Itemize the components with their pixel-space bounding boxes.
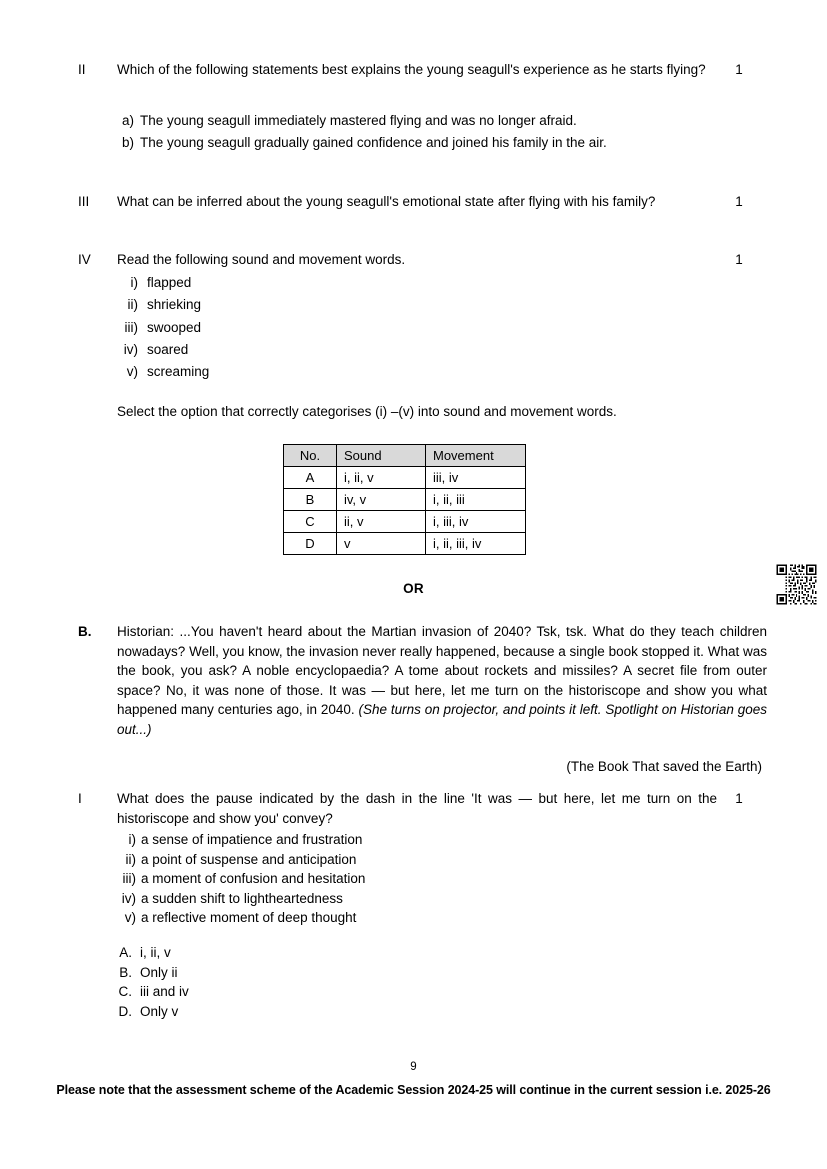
table-row[interactable] [284,511,526,533]
table-cell-no: C [284,511,337,533]
select-option-instruction: Select the option that correctly categorises (i) –(v) into sound and movement words. [117,404,617,419]
option-a-text: The young seagull immediately mastered flying and was no longer afraid. [140,113,577,128]
question-iii-text: What can be inferred about the young seagull's emotional state after flying with his family? [117,194,656,209]
section-b-question-i [78,789,779,828]
statement-marker: i) [128,832,136,847]
speaker-name: Historian: [117,624,180,639]
list-item [117,294,537,316]
list-item [117,272,537,294]
statement-marker: iii) [122,871,136,886]
table-cell-movement: i, ii, iii [426,489,526,511]
question-ii-marks: 1 [735,62,743,77]
section-b [78,622,779,739]
word-marker: i) [130,275,138,290]
table-header-sound: Sound [337,445,426,467]
stage-direction: (She turns on projector, and points it left. Spotlight on Historian goes out...) [117,702,767,737]
statement-text: a sense of impatience and frustration [141,832,363,847]
table-cell-movement: i, iii, iv [426,511,526,533]
answer-text: Only v [140,1003,179,1019]
statement-marker: iv) [121,890,136,906]
list-item [117,361,537,383]
option-b[interactable] [117,132,717,154]
section-b-label: B. [78,624,92,639]
answer-marker: B. [119,964,132,980]
passage-text: You haven't heard about the Martian invasion of 2040? Tsk, tsk. What do they teach children nowadays? Well, you know, the invasion never really happened, because a single book stopped it. What was the book, you ask? A noble encyclopaedia? A tome about rockets and missiles? A secret file from outer space? No, it was none of those. It was — but here, let me turn on the historiscope and show you what happened many centuries ago, in 2040. [117,624,767,717]
question-iii-number: III [78,194,90,209]
question-iv-text: Read the following sound and movement words. [117,252,406,267]
statement-text: a moment of confusion and hesitation [141,871,366,886]
statement-marker: v) [124,910,136,925]
table-cell-sound: ii, v [337,511,426,533]
footer-note: Please note that the assessment scheme of the Academic Session 2024-25 will continue in the current session i.e. 2025-26 [56,1083,771,1097]
categorisation-table [283,444,526,555]
ellipsis: ... [179,624,191,639]
word-text: soared [147,341,189,357]
question-ii [78,60,779,80]
table-cell-sound: v [337,533,426,555]
section-b-passage [117,622,767,739]
table-header-no: No. [284,445,337,467]
word-text: flapped [147,275,192,290]
word-marker: iv) [123,341,138,357]
option-b-text: The young seagull gradually gained confidence and joined his family in the air. [140,135,607,150]
passage-attribution: (The Book That saved the Earth) [566,759,762,774]
or-divider: OR [403,581,424,596]
question-ii-text: Which of the following statements best explains the young seagull's experience as he starts flying? [117,62,706,77]
question-i-text: What does the pause indicated by the dash in the line 'It was — but here, let me turn on the historiscope and show you' convey? [117,791,717,826]
table-row[interactable] [284,489,526,511]
page-number: 9 [410,1061,417,1073]
question-i-answer-options [112,943,532,1021]
question-iii [78,192,779,212]
table-row[interactable] [284,467,526,489]
answer-text: i, ii, v [140,945,171,960]
table-cell-no: B [284,489,337,511]
table-cell-no: A [284,467,337,489]
statement-text: a point of suspense and anticipation [141,851,357,867]
option-a[interactable] [117,110,717,132]
question-i-statements [112,830,572,928]
list-item [112,908,572,928]
question-iv-word-list [117,272,537,383]
answer-option-b[interactable] [112,963,532,983]
word-marker: v) [126,364,138,380]
statement-marker: ii) [125,851,136,867]
table-cell-movement: i, ii, iii, iv [426,533,526,555]
list-item [117,317,537,339]
table-header-movement: Movement [426,445,526,467]
list-item [112,889,572,909]
list-item [117,339,537,361]
question-i-marks: 1 [735,791,743,806]
answer-option-d[interactable] [112,1002,532,1022]
word-marker: ii) [127,297,138,313]
question-iv-number: IV [78,252,91,267]
question-i-number: I [78,791,82,806]
option-b-marker: b) [121,135,134,150]
question-ii-number: II [78,62,86,77]
word-text: shrieking [147,297,202,313]
answer-marker: D. [118,1003,132,1019]
statement-text: a reflective moment of deep thought [141,910,357,925]
question-iv-marks: 1 [735,252,743,267]
question-ii-options [117,110,717,154]
answer-marker: C. [118,984,132,999]
question-iv [78,250,779,270]
statement-text: a sudden shift to lightheartedness [141,890,343,906]
word-marker: iii) [124,319,138,335]
answer-text: Only ii [140,964,178,980]
question-iii-marks: 1 [735,194,743,209]
word-text: swooped [147,319,202,335]
answer-marker: A. [119,945,132,960]
qr-code-icon [775,563,818,606]
list-item [112,869,572,889]
word-text: screaming [147,364,210,380]
list-item [112,850,572,870]
table-cell-movement: iii, iv [426,467,526,489]
table-cell-no: D [284,533,337,555]
table-row[interactable] [284,533,526,555]
table-cell-sound: i, ii, v [337,467,426,489]
option-a-marker: a) [121,113,134,128]
answer-option-c[interactable] [112,982,532,1002]
answer-text: iii and iv [140,984,189,999]
list-item [112,830,572,850]
table-cell-sound: iv, v [337,489,426,511]
answer-option-a[interactable] [112,943,532,963]
table-header-row [284,445,526,467]
